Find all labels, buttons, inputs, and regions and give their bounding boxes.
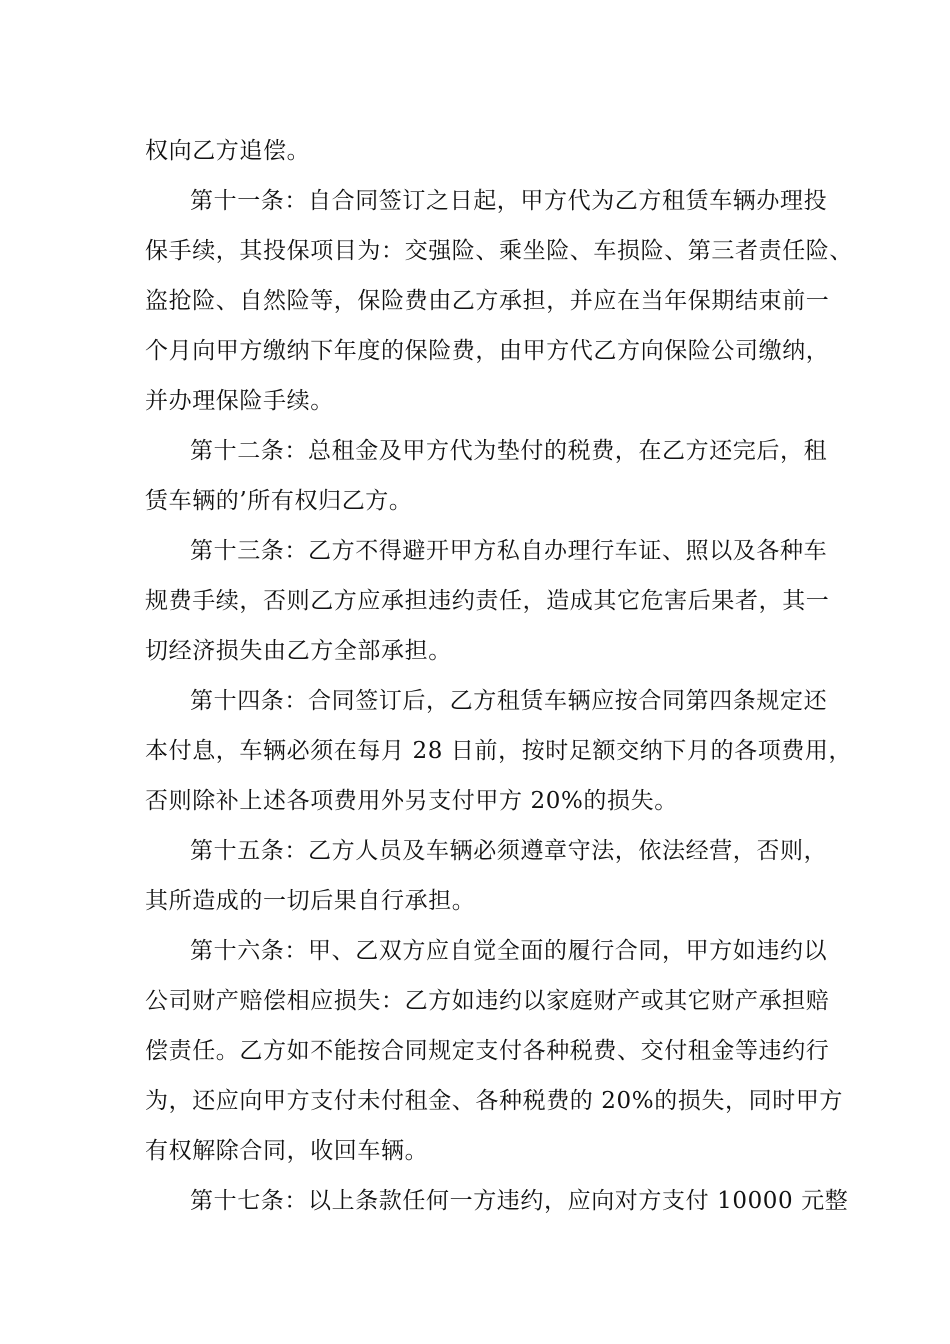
article-17-heading-line: 第十七条：以上条款任何一方违约，应向对方支付 10000 元整 bbox=[190, 1188, 849, 1214]
text-line: 本付息，车辆必须在每月 28 日前，按时足额交纳下月的各项费用， bbox=[145, 738, 853, 764]
text-line: 为，还应向甲方支付未付租金、各种税费的 20%的损失，同时甲方 bbox=[145, 1088, 844, 1114]
text-line: 公司财产赔偿相应损失：乙方如违约以家庭财产或其它财产承担赔 bbox=[145, 988, 830, 1014]
text-line: 切经济损失由乙方全部承担。 bbox=[145, 638, 452, 664]
article-13-heading-line: 第十三条：乙方不得避开甲方私自办理行车证、照以及各种车 bbox=[190, 538, 828, 564]
text-line: 盗抢险、自然险等，保险费由乙方承担，并应在当年保期结束前一 bbox=[145, 288, 830, 314]
article-11-heading-line: 第十一条：自合同签订之日起，甲方代为乙方租赁车辆办理投 bbox=[190, 188, 828, 214]
article-16-heading-line: 第十六条：甲、乙双方应自觉全面的履行合同，甲方如违约以 bbox=[190, 938, 828, 964]
text-line: 其所造成的一切后果自行承担。 bbox=[145, 888, 476, 914]
text-line: 并办理保险手续。 bbox=[145, 388, 334, 414]
text-line: 偿责任。乙方如不能按合同规定支付各种税费、交付租金等违约行 bbox=[145, 1038, 830, 1064]
text-line: 保手续，其投保项目为：交强险、乘坐险、车损险、第三者责任险、 bbox=[145, 238, 853, 264]
article-15-heading-line: 第十五条：乙方人员及车辆必须遵章守法，依法经营，否则， bbox=[190, 838, 828, 864]
article-12-heading-line: 第十二条：总租金及甲方代为垫付的税费，在乙方还完后，租 bbox=[190, 438, 828, 464]
text-line: 规费手续，否则乙方应承担违约责任，造成其它危害后果者，其一 bbox=[145, 588, 830, 614]
text-line: 赁车辆的’所有权归乙方。 bbox=[145, 488, 413, 514]
article-14-heading-line: 第十四条：合同签订后，乙方租赁车辆应按合同第四条规定还 bbox=[190, 688, 828, 714]
text-line: 个月向甲方缴纳下年度的保险费，由甲方代乙方向保险公司缴纳， bbox=[145, 338, 830, 364]
text-line: 有权解除合同，收回车辆。 bbox=[145, 1138, 429, 1164]
text-line: 否则除补上述各项费用外另支付甲方 20%的损失。 bbox=[145, 788, 678, 814]
text-line: 权向乙方追偿。 bbox=[145, 138, 311, 164]
